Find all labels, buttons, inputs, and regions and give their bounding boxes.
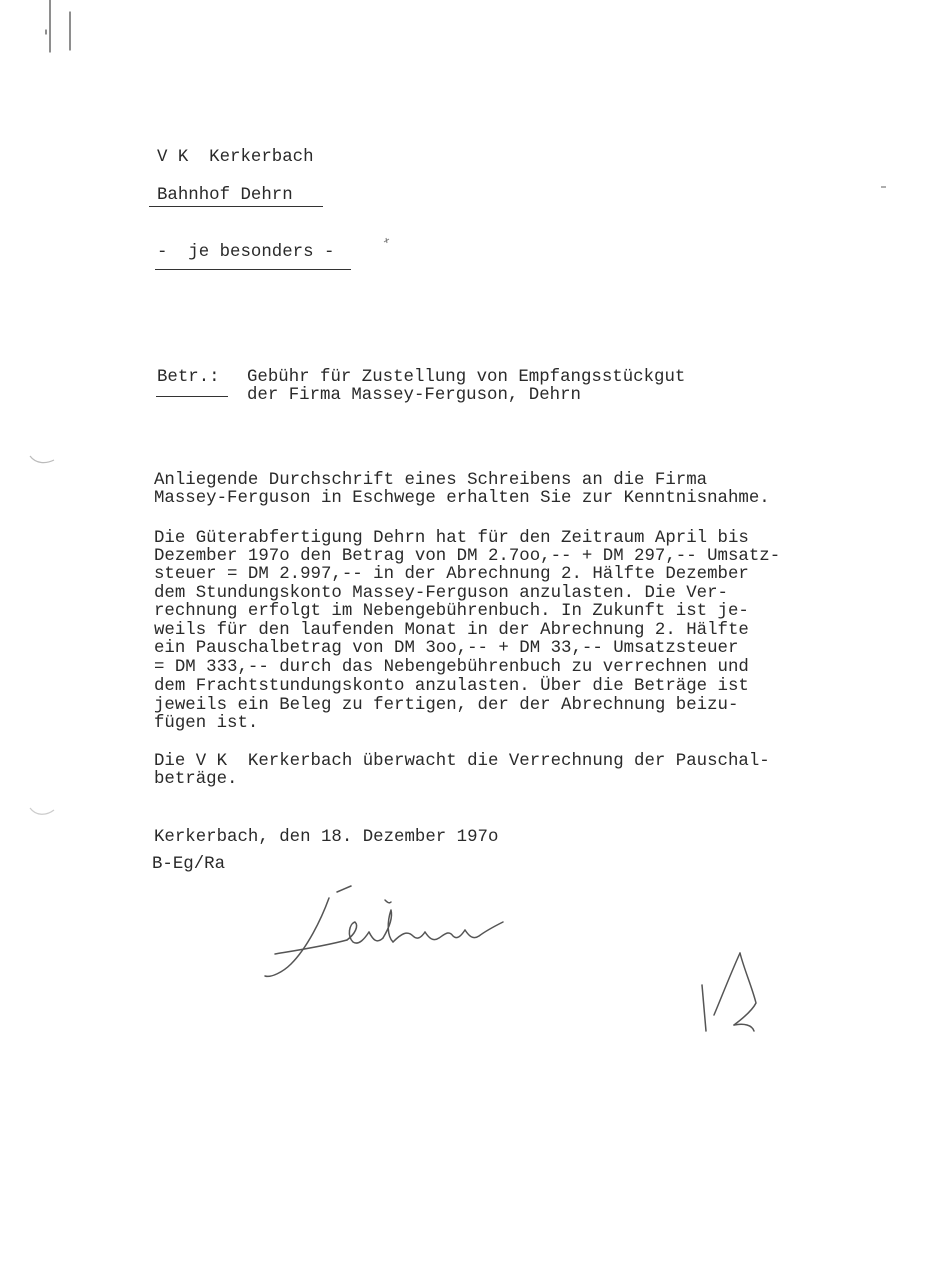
edge-speck — [880, 184, 888, 190]
paragraph-2-line: fügen ist. — [154, 714, 259, 733]
recipient-line-2: Bahnhof Dehrn — [157, 186, 293, 205]
paragraph-2-line: weils für den laufenden Monat in der Abrechnung 2. Hälfte — [154, 621, 749, 640]
recipient-underline — [149, 206, 323, 207]
handwritten-signature — [255, 880, 555, 990]
paragraph-2-line: dem Stundungskonto Massey-Ferguson anzulasten. Die Ver- — [154, 584, 728, 603]
punch-hole-mark — [28, 800, 58, 820]
recipient-line-1: V K Kerkerbach — [157, 148, 314, 167]
recipient-note: - je besonders - — [157, 243, 335, 262]
paragraph-2-line: ein Pauschalbetrag von DM 3oo,-- + DM 33,-- Umsatzsteuer — [154, 639, 739, 658]
paragraph-2-line: jeweils ein Beleg zu fertigen, der der Abrechnung beizu- — [154, 696, 739, 715]
paragraph-2-line: Dezember 197o den Betrag von DM 2.7oo,-- + DM 297,-- Umsatz- — [154, 547, 781, 566]
paragraph-2-line: dem Frachtstundungskonto anzulasten. Über die Beträge ist — [154, 677, 749, 696]
punch-hole-mark — [28, 452, 58, 466]
subject-label: Betr.: — [157, 368, 220, 387]
paragraph-2-line: rechnung erfolgt im Nebengebührenbuch. In Zukunft ist je- — [154, 602, 749, 621]
paragraph-1-line: Massey-Ferguson in Eschwege erhalten Sie zur Kenntnisnahme. — [154, 489, 770, 508]
paragraph-2-line: Die Güterabfertigung Dehrn hat für den Zeitraum April bis — [154, 529, 749, 548]
handwritten-initials — [690, 945, 780, 1045]
paragraph-2-line: = DM 333,-- durch das Nebengebührenbuch zu verrechnen und — [154, 658, 749, 677]
ink-speck — [382, 236, 392, 246]
paragraph-3-line: Die V K Kerkerbach überwacht die Verrechnung der Pauschal- — [154, 752, 770, 771]
subject-line-2: der Firma Massey-Ferguson, Dehrn — [247, 386, 581, 405]
paragraph-3-line: beträge. — [154, 770, 238, 789]
subject-label-underline — [156, 396, 228, 397]
recipient-note-underline — [155, 269, 351, 270]
paragraph-2-line: steuer = DM 2.997,-- in der Abrechnung 2. Hälfte Dezember — [154, 565, 749, 584]
place-date: Kerkerbach, den 18. Dezember 197o — [154, 828, 499, 847]
reference-code: B-Eg/Ra — [152, 855, 226, 874]
paragraph-1-line: Anliegende Durchschrift eines Schreibens an die Firma — [154, 471, 708, 490]
scan-margin-marks — [40, 0, 120, 60]
subject-line-1: Gebühr für Zustellung von Empfangsstückgut — [247, 368, 686, 387]
